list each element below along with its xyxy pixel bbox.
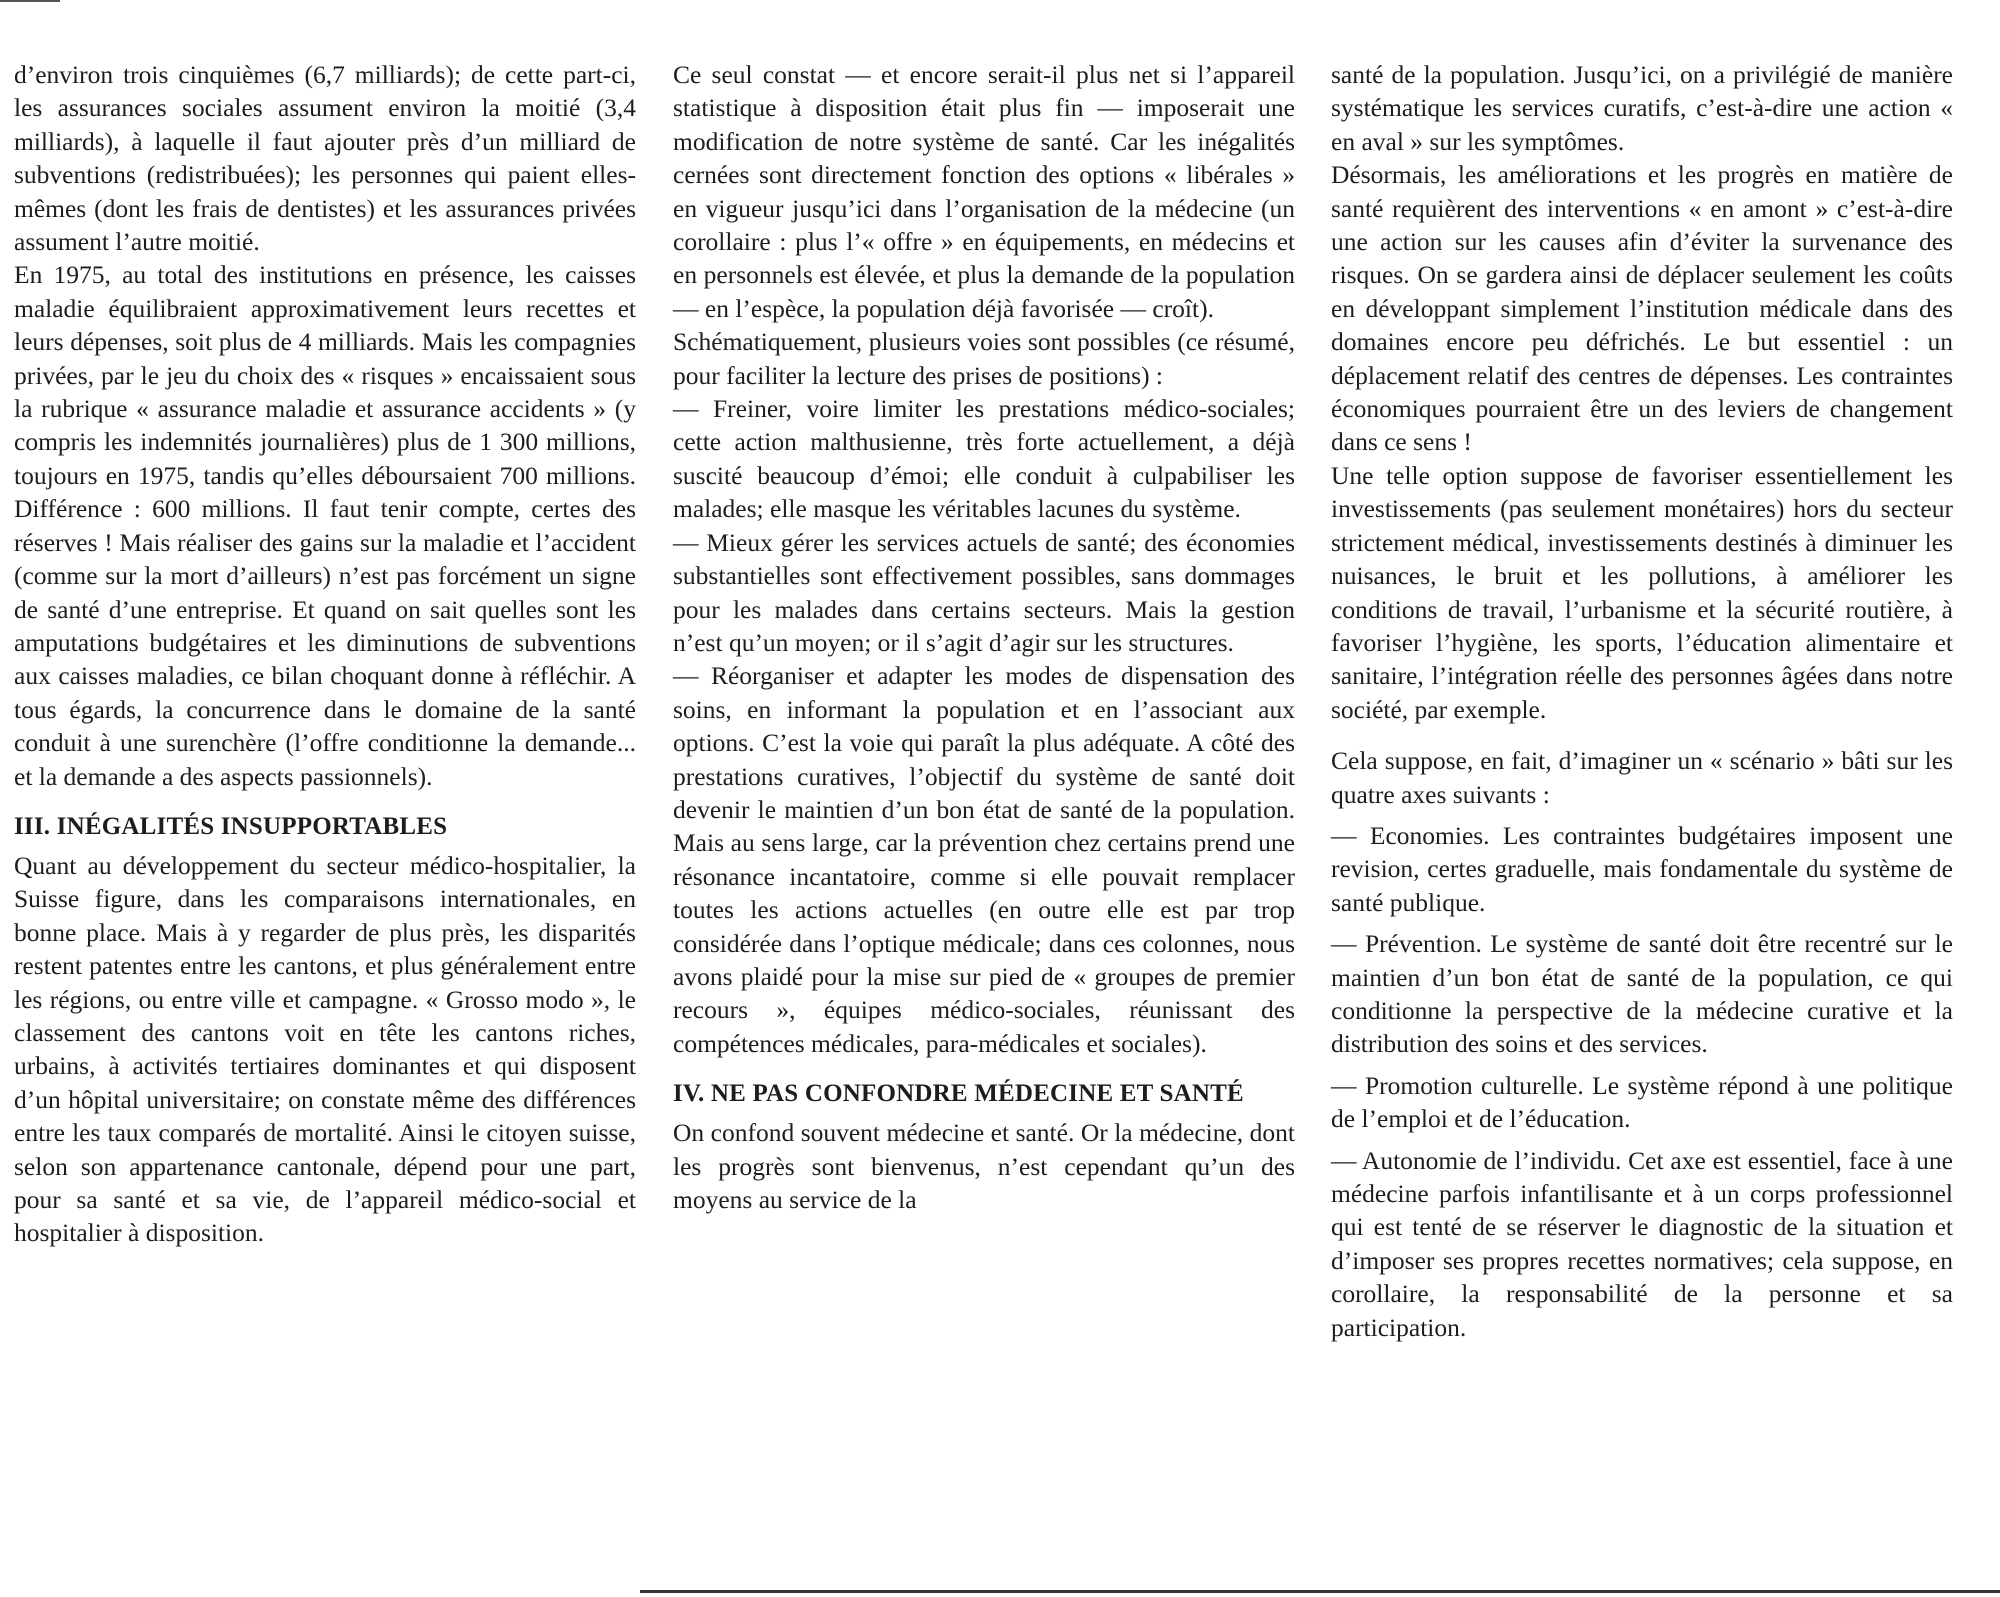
column3-paragraph-8: — Autonomie de l’individu. Cet axe est essentiel, face à une médecine parfois infantilisante et à un corps professionnel qui est tenté de se réserver le diagnostic de la situation et d’imposer ses propres recettes normatives; cela suppose, en corollaire, la responsabilité de la personne et sa participation.	[1331, 1145, 1953, 1342]
column3-paragraph-4: Cela suppose, en fait, d’imaginer un « scénario » bâti sur les quatre axes suivants :	[1331, 746, 1953, 809]
column3-paragraph-6: — Prévention. Le système de santé doit être recentré sur le maintien d’un bon état de santé de la population, ce qui conditionne la perspective de la médecine curative et la distribution des soins et des services.	[1331, 929, 1953, 1059]
bottom-rule	[640, 1590, 2000, 1593]
column2-paragraph-6: On confond souvent médecine et santé. Or la médecine, dont les progrès sont bienvenus, n’est cependant qu’un des moyens au service de la	[673, 1118, 1295, 1214]
column-1	[14, 58, 636, 1250]
column-3	[1331, 58, 1953, 1344]
column-2	[673, 58, 1295, 1216]
column3-paragraph-1: santé de la population. Jusqu’ici, on a privilégié de manière systématique les services curatifs, c’est-à-dire une action « en aval » sur les symptômes.	[1331, 60, 1953, 156]
column2-paragraph-4: — Mieux gérer les services actuels de santé; des économies substantielles sont effectivement possibles, sans dommages pour les malades dans certains secteurs. Mais la gestion n’est qu’un moyen; or il s’agit d’agir sur les structures.	[673, 527, 1295, 657]
column3-paragraph-2: Désormais, les améliorations et les progrès en matière de santé requièrent des interventions « en amont » c’est-à-dire une action sur les causes afin d’éviter la survenance des risques. On se gardera ainsi de déplacer seulement les coûts en développant simplement l’institution médicale dans des domaines encore peu défrichés. Le but essentiel : un déplacement relatif des centres de dépenses. Les contraintes économiques pourraient être un des leviers de changement dans ce sens !	[1331, 160, 1953, 457]
column2-paragraph-3: — Freiner, voire limiter les prestations médico-sociales; cette action malthusienne, très forte actuellement, a déjà suscité beaucoup d’émoi; elle conduit à culpabiliser les malades; elle masque les véritables lacunes du système.	[673, 394, 1295, 524]
column3-paragraph-3: Une telle option suppose de favoriser essentiellement les investissements (pas seulement monétaires) hors du secteur strictement médical, investissements destinés à diminuer les nuisances, le bruit et les pollutions, à améliorer les conditions de travail, l’urbanisme et la sécurité routière, à favoriser l’hygiène, les sports, l’éducation alimentaire et sanitaire, l’intégration réelle des personnes âgées dans notre société, par exemple.	[1331, 460, 1953, 724]
column3-paragraph-5: — Economies. Les contraintes budgétaires imposent une revision, certes graduelle, mais fondamentale du système de santé publique.	[1331, 820, 1953, 917]
top-rule	[0, 0, 60, 2]
column1-paragraph-1: d’environ trois cinquièmes (6,7 milliards); de cette part-ci, les assurances sociales assument environ la moitié (3,4 milliards), à laquelle il faut ajouter près d’un milliard de subventions (redistribuées); les personnes qui paient elles-mêmes (dont les frais de dentistes) et les assurances privées assument l’autre moitié.	[14, 60, 636, 257]
column1-paragraph-3: Quant au développement du secteur médico-hospitalier, la Suisse figure, dans les comparaisons internationales, en bonne place. Mais à y regarder de plus près, les disparités restent patentes entre les cantons, et plus généralement entre les régions, ou entre ville et campagne. « Grosso modo », le classement des cantons voit en tête les cantons riches, urbains, à activités tertiaires dominantes et qui disposent d’un hôpital universitaire; on constate même des différences entre les taux comparés de mortalité. Ainsi le citoyen suisse, selon son appartenance cantonale, dépend pour une part, pour sa santé et sa vie, de l’appareil médico-social et hospitalier à disposition.	[14, 850, 636, 1248]
column2-paragraph-1: Ce seul constat — et encore serait-il plus net si l’appareil statistique à disposition était plus fin — imposerait une modification de notre système de santé. Car les inégalités cernées sont directement fonction des options « libérales » en vigueur jusqu’ici dans l’organisation de la médecine (un corollaire : plus l’« offre » en équipements, en médecins et en personnels est élevée, et plus la demande de la population — en l’espèce, la population déjà favorisée — croît).	[673, 60, 1295, 323]
column2-paragraph-5: — Réorganiser et adapter les modes de dispensation des soins, en informant la population et en l’associant aux options. C’est la voie qui paraît la plus adéquate. A côté des prestations curatives, l’objectif du système de santé doit devenir le maintien d’un bon état de santé de la population. Mais au sens large, car la prévention chez certains prend une résonance incantatoire, comme si elle pouvait remplacer toutes les actions actuelles (en outre elle est par trop considérée dans l’optique médicale; dans ces colonnes, nous avons plaidé pour la mise sur pied de « groupes de premier recours », équipes médico-sociales, réunissant des compétences médicales, para-médicales et sociales).	[673, 661, 1295, 1058]
section-heading-4: IV. NE PAS CONFONDRE MÉDECINE ET SANTÉ	[673, 1080, 1244, 1108]
column2-paragraph-2: Schématiquement, plusieurs voies sont possibles (ce résumé, pour faciliter la lecture des prises de positions) :	[673, 327, 1295, 390]
column3-paragraph-7: — Promotion culturelle. Le système répond à une politique de l’emploi et de l’éducation.	[1331, 1070, 1953, 1134]
column1-paragraph-2: En 1975, au total des institutions en présence, les caisses maladie équilibraient approximativement leurs recettes et leurs dépenses, soit plus de 4 milliards. Mais les compagnies privées, par le jeu du choix des « risques » encaissaient sous la rubrique « assurance maladie et assurance accidents » (y compris les indemnités journalières) plus de 1 300 millions, toujours en 1975, tandis qu’elles déboursaient 700 millions. Différence : 600 millions. Il faut tenir compte, certes des réserves ! Mais réaliser des gains sur la maladie et l’accident (comme sur la mort d’ailleurs) n’est pas forcément un signe de santé d’une entreprise. Et quand on sait quelles sont les amputations budgétaires et les diminutions de subventions aux caisses maladies, ce bilan choquant donne à réfléchir. A tous égards, la concurrence dans le domaine de la santé conduit à une surenchère (l’offre conditionne la demande... et la demande a des aspects passionnels).	[14, 260, 636, 791]
section-heading-3: III. INÉGALITÉS INSUPPORTABLES	[14, 812, 448, 840]
